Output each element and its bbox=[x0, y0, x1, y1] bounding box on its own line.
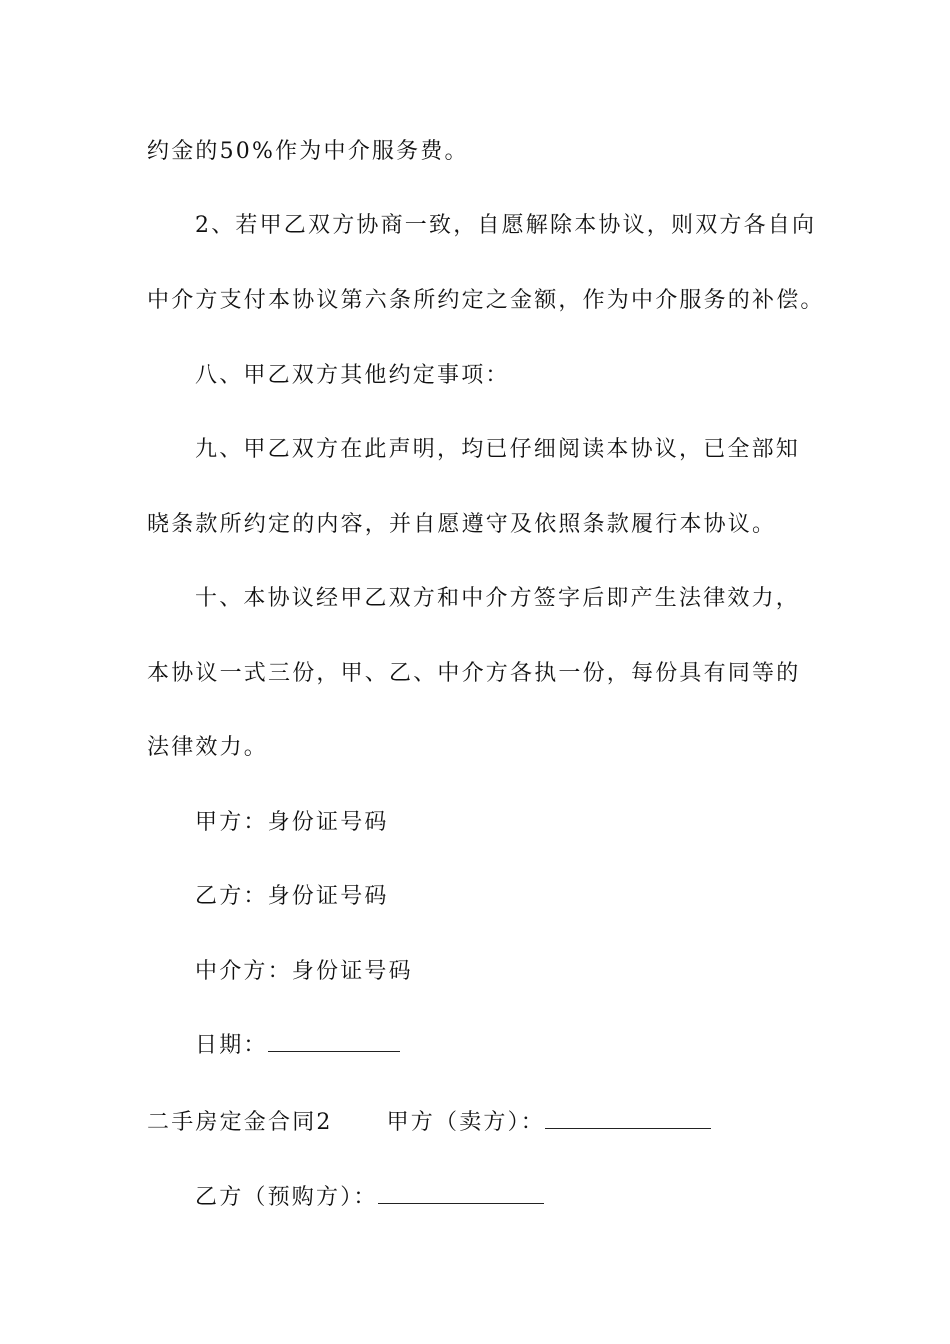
paragraph-line: 中介方支付本协议第六条所约定之金额，作为中介服务的补偿。 bbox=[147, 288, 825, 313]
paragraph-line: 十、本协议经甲乙双方和中介方签字后即产生法律效力， bbox=[195, 586, 801, 611]
buyer-row bbox=[195, 1183, 544, 1213]
date-row bbox=[195, 1031, 400, 1061]
paragraph-line: 约金的50%作为中介服务费。 bbox=[147, 139, 469, 164]
signature-party-a: 甲方：身份证号码 bbox=[195, 810, 389, 835]
signature-party-b: 乙方：身份证号码 bbox=[195, 884, 389, 909]
seller-blank bbox=[545, 1108, 711, 1129]
contract-title: 二手房定金合同2 bbox=[147, 1110, 333, 1135]
paragraph-line: 晓条款所约定的内容，并自愿遵守及依照条款履行本协议。 bbox=[147, 512, 777, 537]
signature-agent: 中介方：身份证号码 bbox=[195, 959, 413, 984]
paragraph-line: 2、若甲乙双方协商一致，自愿解除本协议，则双方各自向 bbox=[195, 213, 817, 238]
paragraph-line: 本协议一式三份，甲、乙、中介方各执一份，每份具有同等的 bbox=[147, 661, 801, 686]
paragraph-line: 九、甲乙双方在此声明，均已仔细阅读本协议，已全部知 bbox=[195, 437, 801, 462]
seller-label: 甲方（卖方）： bbox=[386, 1110, 546, 1135]
contract-heading-row bbox=[147, 1108, 711, 1138]
date-label: 日期： bbox=[195, 1033, 268, 1058]
buyer-label: 乙方（预购方）： bbox=[195, 1185, 378, 1210]
paragraph-line: 八、甲乙双方其他约定事项： bbox=[195, 363, 510, 388]
buyer-blank bbox=[378, 1183, 544, 1204]
date-blank bbox=[268, 1031, 400, 1052]
paragraph-line: 法律效力。 bbox=[147, 735, 269, 760]
